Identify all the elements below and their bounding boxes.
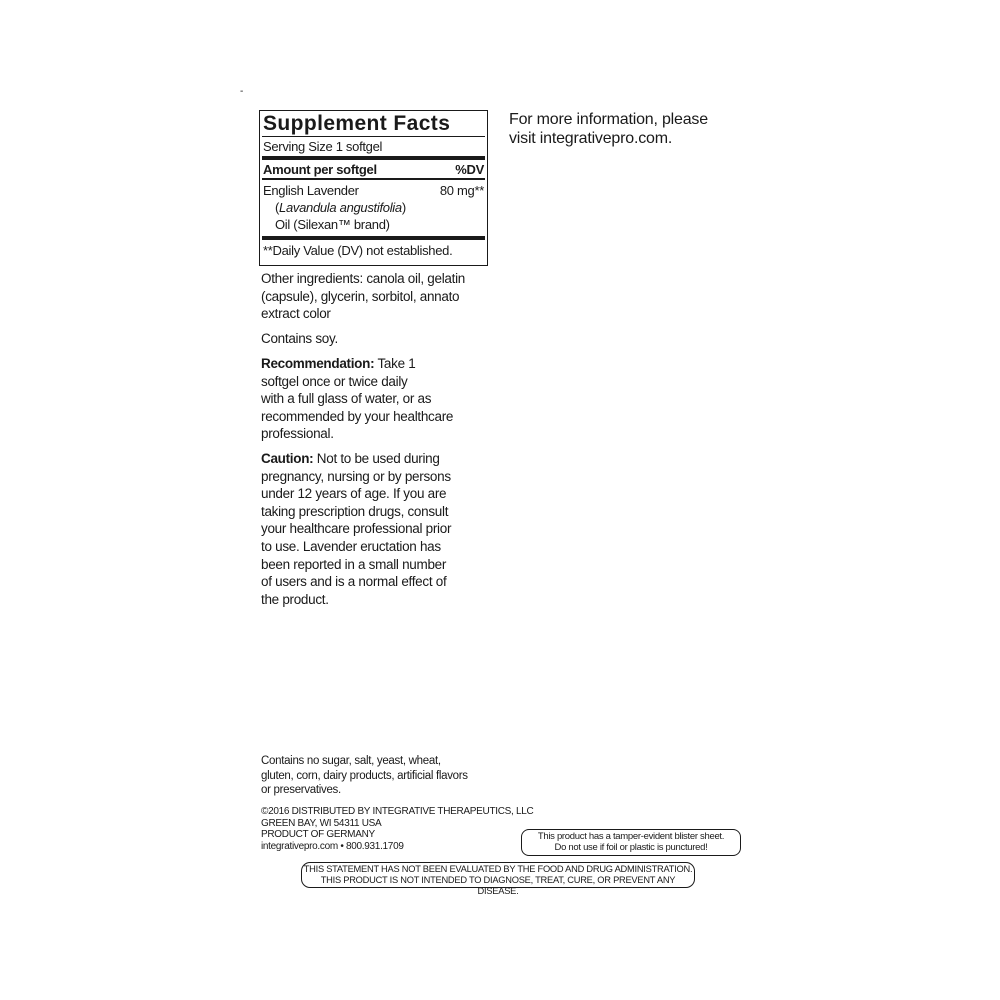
- ingredient-brand: Oil (Silexan™ brand): [275, 217, 390, 232]
- facts-header-row: [263, 160, 484, 178]
- recommendation-label: Recommendation:: [261, 356, 375, 371]
- supplement-facts-panel: [259, 110, 488, 266]
- text-line: [261, 355, 453, 373]
- text-line: THIS STATEMENT HAS NOT BEEN EVALUATED BY THE FOOD AND DRUG ADMINISTRATION.: [303, 864, 693, 874]
- text-line: professional.: [261, 426, 334, 442]
- text-line: under 12 years of age. If you are: [261, 486, 447, 502]
- serving-size: Serving Size 1 softgel: [263, 139, 383, 154]
- paren-close: ): [401, 200, 406, 215]
- contains-no-statement: [261, 754, 468, 798]
- caution-label: Caution:: [261, 451, 314, 466]
- facts-divider: [262, 136, 485, 137]
- page-mark: -: [240, 86, 244, 97]
- ingredient-name-line: English Lavender: [263, 183, 359, 198]
- distributor-info: [261, 806, 533, 852]
- text-line: your healthcare professional prior: [261, 521, 452, 537]
- amount-per-serving-header: Amount per softgel: [263, 162, 377, 177]
- text-line: PRODUCT OF GERMANY: [261, 829, 375, 841]
- text-line: [261, 450, 451, 468]
- ingredient-row: [263, 180, 484, 233]
- tamper-evident-notice: [521, 829, 741, 856]
- text-line: ©2016 DISTRIBUTED BY INTEGRATIVE THERAPEUTICS, LLC: [261, 806, 534, 817]
- text-line: (capsule), glycerin, sorbitol, annato: [261, 288, 460, 304]
- caution: [261, 450, 451, 608]
- text-line: Contains no sugar, salt, yeast, wheat,: [261, 755, 441, 767]
- text-line: Do not use if foil or plastic is punctured!: [554, 842, 708, 853]
- text-line: GREEN BAY, WI 54311 USA: [261, 817, 382, 829]
- text-line: visit integrativepro.com.: [509, 130, 673, 147]
- text-line: integrativepro.com • 800.931.1709: [261, 840, 404, 852]
- daily-value-header: %DV: [455, 162, 484, 177]
- text-line: This product has a tamper-evident blister sheet.: [537, 831, 725, 842]
- fda-disclaimer: [301, 862, 695, 896]
- text-line: of users and is a normal effect of: [261, 574, 447, 590]
- ingredient-name: [263, 182, 406, 233]
- paren-open: (: [275, 200, 280, 215]
- text-line: or preservatives.: [261, 784, 341, 796]
- text-line: recommended by your healthcare: [261, 408, 454, 424]
- ingredient-latin-name: [263, 199, 406, 216]
- other-ingredients: [261, 270, 465, 323]
- ingredient-amount: 80 mg**: [439, 183, 484, 198]
- text-line: For more information, please: [509, 111, 708, 128]
- text-line: softgel once or twice daily: [261, 373, 408, 389]
- text-span: Not to be used during: [313, 451, 440, 466]
- more-info: [509, 110, 708, 148]
- text-line: taking prescription drugs, consult: [261, 503, 449, 519]
- text-line: to use. Lavender eructation has: [261, 538, 441, 554]
- text-line: with a full glass of water, or as: [261, 391, 432, 407]
- text-line: the product.: [261, 591, 329, 607]
- text-line: THIS PRODUCT IS NOT INTENDED TO DIAGNOSE, TREAT, CURE, OR PREVENT ANY DISEASE.: [320, 875, 676, 896]
- facts-footnote: **Daily Value (DV) not established.: [263, 243, 453, 258]
- contains-soy: Contains soy.: [261, 331, 338, 346]
- text-line: extract color: [261, 306, 331, 322]
- text-line: pregnancy, nursing or by persons: [261, 468, 451, 484]
- text-span: Take 1: [374, 356, 416, 371]
- recommendation: [261, 355, 453, 443]
- text-line: Other ingredients: canola oil, gelatin: [261, 271, 465, 286]
- latin-name: Lavandula angustifolia: [279, 200, 402, 215]
- supplement-facts-title: Supplement Facts: [263, 112, 451, 135]
- text-line: been reported in a small number: [261, 556, 447, 572]
- text-line: gluten, corn, dairy products, artificial flavors: [261, 769, 468, 782]
